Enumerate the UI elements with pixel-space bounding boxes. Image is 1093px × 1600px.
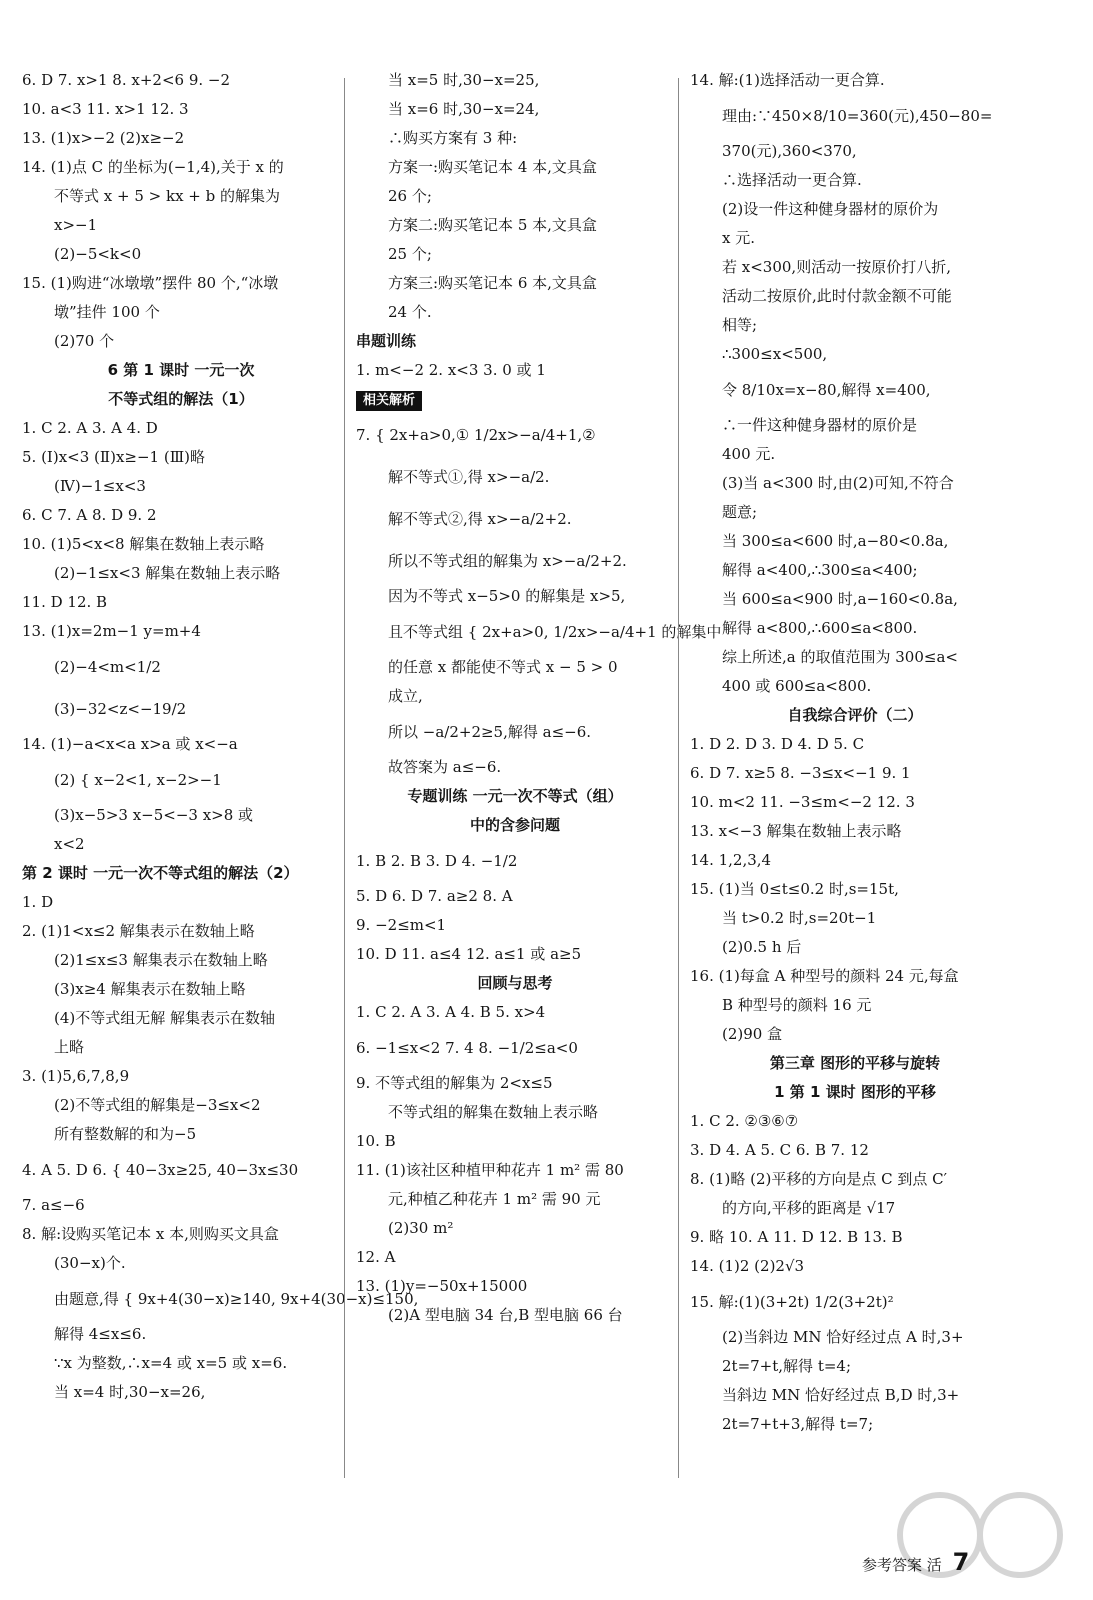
- answer-line: 1. C 2. ②③⑥⑦: [690, 1112, 799, 1130]
- answer-line: (2)30 m²: [388, 1219, 454, 1237]
- answer-line: (2)−5<k<0: [54, 245, 142, 263]
- answer-line: 13. (1)y=−50x+15000: [356, 1277, 528, 1295]
- answer-line: ∴购买方案有 3 种:: [388, 129, 518, 147]
- section-tag: 相关解析: [356, 391, 422, 411]
- answer-line: (30−x)个.: [54, 1254, 126, 1272]
- answer-line: x>−1: [54, 216, 98, 234]
- answer-line: (2)不等式组的解集是−3≤x<2: [54, 1096, 261, 1114]
- answer-line: 7. { 2x+a>0,① 1/2x>−a/4+1,②: [356, 426, 596, 444]
- answer-line: 13. x<−3 解集在数轴上表示略: [690, 822, 902, 840]
- answer-line: 成立,: [388, 687, 423, 705]
- answer-line: ∵x 为整数,∴x=4 或 x=5 或 x=6.: [54, 1354, 288, 1372]
- answer-line: x 元.: [722, 229, 755, 247]
- answer-line: 10. (1)5<x<8 解集在数轴上表示略: [22, 535, 265, 553]
- answer-line: 14. 1,2,3,4: [690, 851, 772, 869]
- footer-suffix: 活: [926, 1556, 942, 1574]
- answer-line: 1. m<−2 2. x<3 3. 0 或 1: [356, 361, 546, 379]
- answer-line: 解得 a<800,∴600≤a<800.: [722, 619, 918, 637]
- answer-line: 9. 不等式组的解集为 2<x≤5: [356, 1074, 553, 1092]
- answer-line: ∴300≤x<500,: [722, 345, 828, 363]
- answer-line: 方案一:购买笔记本 4 本,文具盒: [388, 158, 597, 176]
- answer-column-2: [356, 66, 722, 1330]
- answer-line: 2t=7+t,解得 t=4;: [722, 1357, 852, 1375]
- answer-line: 16. (1)每盒 A 种型号的颜料 24 元,每盒: [690, 967, 959, 985]
- answer-line: 6 第 1 课时 一元一次: [107, 361, 255, 379]
- answer-line: 题意;: [722, 503, 758, 521]
- answer-line: 13. (1)x=2m−1 y=m+4: [22, 622, 201, 640]
- answer-line: 12. A: [356, 1248, 396, 1266]
- answer-line: 14. 解:(1)选择活动一更合算.: [690, 71, 885, 89]
- answer-line: 解得 a<400,∴300≤a<400;: [722, 561, 918, 579]
- answer-line: 墩”挂件 100 个: [54, 303, 160, 321]
- answer-line: 14. (1)2 (2)2√3: [690, 1257, 805, 1275]
- answer-line: 6. D 7. x≥5 8. −3≤x<−1 9. 1: [690, 764, 911, 782]
- answer-line: 且不等式组 { 2x+a>0, 1/2x>−a/4+1 的解集中: [388, 623, 722, 641]
- answer-line: 当 x=5 时,30−x=25,: [388, 71, 540, 89]
- answer-line: 所有整数解的和为−5: [54, 1125, 197, 1143]
- answer-line: (2)90 盒: [722, 1025, 783, 1043]
- answer-line: 若 x<300,则活动一按原价打八折,: [722, 258, 951, 276]
- answer-line: (3)x≥4 解集表示在数轴上略: [54, 980, 246, 998]
- answer-line: (Ⅳ)−1≤x<3: [54, 477, 146, 495]
- answer-line: 方案三:购买笔记本 6 本,文具盒: [388, 274, 597, 292]
- answer-line: 11. (1)该社区种植甲种花卉 1 m² 需 80: [356, 1161, 624, 1179]
- answer-line: 当 x=6 时,30−x=24,: [388, 100, 540, 118]
- answer-line: B 种型号的颜料 16 元: [722, 996, 872, 1014]
- page-footer: [862, 1548, 969, 1576]
- answer-line: 10. D 11. a≤4 12. a≤1 或 a≥5: [356, 945, 582, 963]
- answer-line: 中的含参问题: [469, 816, 560, 834]
- answer-line: 1. C 2. A 3. A 4. D: [22, 419, 158, 437]
- answer-line: 400 或 600≤a<800.: [722, 677, 872, 695]
- answer-line: (2) { x−2<1, x−2>−1: [54, 771, 222, 789]
- answer-line: (2)A 型电脑 34 台,B 型电脑 66 台: [388, 1306, 623, 1324]
- answer-line: 6. −1≤x<2 7. 4 8. −1/2≤a<0: [356, 1039, 578, 1057]
- answer-line: 元,种植乙种花卉 1 m² 需 90 元: [388, 1190, 601, 1208]
- answer-line: ∴选择活动一更合算.: [722, 171, 862, 189]
- answer-line: 自我综合评价（二）: [787, 706, 923, 724]
- answer-line: 第 2 课时 一元一次不等式组的解法（2）: [22, 864, 299, 882]
- answer-line: (3)−32<z<−19/2: [54, 700, 187, 718]
- answer-line: 故答案为 a≤−6.: [388, 758, 502, 776]
- answer-line: [356, 385, 674, 414]
- column-divider: [678, 78, 679, 1478]
- answer-line: 当 300≤a<600 时,a−80<0.8a,: [722, 532, 949, 550]
- answer-line: 1. B 2. B 3. D 4. −1/2: [356, 852, 518, 870]
- answer-line: 10. B: [356, 1132, 396, 1150]
- answer-line: 15. (1)当 0≤t≤0.2 时,s=15t,: [690, 880, 899, 898]
- answer-line: (2)1≤x≤3 解集表示在数轴上略: [54, 951, 268, 969]
- answer-line: 2. (1)1<x≤2 解集表示在数轴上略: [22, 922, 255, 940]
- answer-line: (4)不等式组无解 解集表示在数轴: [54, 1009, 276, 1027]
- answer-line: ∴一件这种健身器材的原价是: [722, 416, 918, 434]
- answer-line: 15. 解:(1)(3+2t) 1/2(3+2t)²: [690, 1293, 894, 1311]
- answer-line: 串题训练: [356, 332, 417, 350]
- answer-line: 1. D: [22, 893, 54, 911]
- column-divider: [344, 78, 345, 1478]
- answer-line: 1. D 2. D 3. D 4. D 5. C: [690, 735, 865, 753]
- answer-line: 当 600≤a<900 时,a−160<0.8a,: [722, 590, 958, 608]
- answer-line: (2)−1≤x<3 解集在数轴上表示略: [54, 564, 281, 582]
- answer-line: 所以 −a/2+2≥5,解得 a≤−6.: [388, 723, 592, 741]
- answer-line: 14. (1)−a<x<a x>a 或 x<−a: [22, 735, 238, 753]
- answer-line: 因为不等式 x−5>0 的解集是 x>5,: [388, 587, 626, 605]
- answer-line: 的方向,平移的距离是 √17: [722, 1199, 896, 1217]
- answer-line: 解不等式②,得 x>−a/2+2.: [388, 510, 572, 528]
- answer-line: (2)设一件这种健身器材的原价为: [722, 200, 939, 218]
- answer-line: 由题意,得 { 9x+4(30−x)≥140, 9x+4(30−x)≤150,: [54, 1290, 419, 1308]
- answer-line: 8. 解:设购买笔记本 x 本,则购买文具盒: [22, 1225, 279, 1243]
- answer-line: 不等式组的解集在数轴上表示略: [388, 1103, 599, 1121]
- answer-line: 5. (Ⅰ)x<3 (Ⅱ)x≥−1 (Ⅲ)略: [22, 448, 206, 466]
- answer-line: 解得 4≤x≤6.: [54, 1325, 147, 1343]
- answer-line: 9. 略 10. A 11. D 12. B 13. B: [690, 1228, 903, 1246]
- answer-line: 活动二按原价,此时付款金额不可能: [722, 287, 952, 305]
- answer-line: (3)当 a<300 时,由(2)可知,不符合: [722, 474, 954, 492]
- answer-line: 第三章 图形的平移与旋转: [769, 1054, 941, 1072]
- answer-line: 8. (1)略 (2)平移的方向是点 C 到点 C′: [690, 1170, 948, 1188]
- footer-label: 参考答案: [862, 1556, 923, 1574]
- answer-line: 上略: [54, 1038, 85, 1056]
- answer-line: 回顾与思考: [477, 974, 553, 992]
- answer-line: 3. (1)5,6,7,8,9: [22, 1067, 130, 1085]
- answer-line: 15. (1)购进“冰墩墩”摆件 80 个,“冰墩: [22, 274, 279, 292]
- answer-line: 理由:∵450×8/10=360(元),450−80=: [722, 107, 993, 125]
- answer-line: (2)当斜边 MN 恰好经过点 A 时,3+: [722, 1328, 964, 1346]
- answer-line: 400 元.: [722, 445, 776, 463]
- answer-line: (3)x−5>3 x−5<−3 x>8 或: [54, 806, 254, 824]
- answer-line: 6. D 7. x>1 8. x+2<6 9. −2: [22, 71, 231, 89]
- answer-line: 10. a<3 11. x>1 12. 3: [22, 100, 189, 118]
- answer-line: 26 个;: [388, 187, 432, 205]
- page-number: 7: [952, 1548, 970, 1576]
- answer-line: 综上所述,a 的取值范围为 300≤a<: [722, 648, 958, 666]
- answer-line: 当 x=4 时,30−x=26,: [54, 1383, 206, 1401]
- answer-line: 4. A 5. D 6. { 40−3x≥25, 40−3x≤30: [22, 1161, 299, 1179]
- answer-line: 3. D 4. A 5. C 6. B 7. 12: [690, 1141, 869, 1159]
- answer-line: 当 t>0.2 时,s=20t−1: [722, 909, 877, 927]
- answer-line: 解不等式①,得 x>−a/2.: [388, 468, 550, 486]
- answer-line: 1. C 2. A 3. A 4. B 5. x>4: [356, 1003, 546, 1021]
- answer-line: 24 个.: [388, 303, 432, 321]
- answer-line: 6. C 7. A 8. D 9. 2: [22, 506, 157, 524]
- answer-line: 不等式 x + 5 > kx + b 的解集为: [54, 187, 281, 205]
- answer-column-3: [690, 66, 1020, 1439]
- answer-line: 370(元),360<370,: [722, 142, 857, 160]
- answer-line: 2t=7+t+3,解得 t=7;: [722, 1415, 874, 1433]
- answer-line: 7. a≤−6: [22, 1196, 85, 1214]
- answer-line: 令 8/10x=x−80,解得 x=400,: [722, 381, 931, 399]
- answer-line: 14. (1)点 C 的坐标为(−1,4),关于 x 的: [22, 158, 284, 176]
- answer-line: (2)0.5 h 后: [722, 938, 802, 956]
- answer-line: 所以不等式组的解集为 x>−a/2+2.: [388, 552, 627, 570]
- answer-line: 当斜边 MN 恰好经过点 B,D 时,3+: [722, 1386, 960, 1404]
- answer-line: 10. m<2 11. −3≤m<−2 12. 3: [690, 793, 915, 811]
- answer-line: 的任意 x 都能使不等式 x − 5 > 0: [388, 658, 618, 676]
- answer-line: 专题训练 一元一次不等式（组）: [407, 787, 623, 805]
- answer-line: (2)−4<m<1/2: [54, 658, 161, 676]
- answer-line: (2)70 个: [54, 332, 115, 350]
- answer-line: x<2: [54, 835, 85, 853]
- answer-line: 相等;: [722, 316, 758, 334]
- answer-line: 11. D 12. B: [22, 593, 108, 611]
- answer-line: 13. (1)x>−2 (2)x≥−2: [22, 129, 185, 147]
- answer-line: 9. −2≤m<1: [356, 916, 447, 934]
- answer-line: 不等式组的解法（1）: [108, 390, 254, 408]
- answer-line: 25 个;: [388, 245, 432, 263]
- answer-line: 方案二:购买笔记本 5 本,文具盒: [388, 216, 597, 234]
- answer-line: 5. D 6. D 7. a≥2 8. A: [356, 887, 513, 905]
- answer-line: 1 第 1 课时 图形的平移: [774, 1083, 936, 1101]
